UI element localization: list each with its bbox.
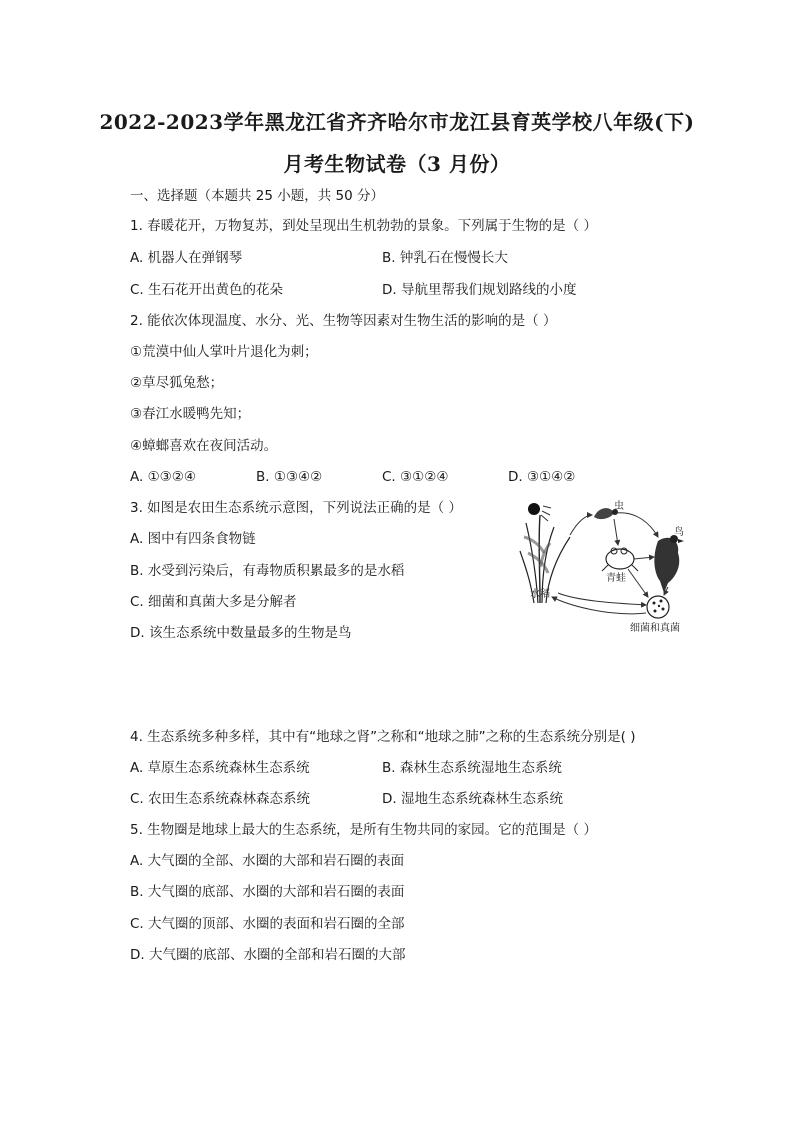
- question-stem: 3. 如图是农田生态系统示意图，下列说法正确的是（ ）: [130, 500, 462, 516]
- label-decomposer: 细菌和真菌: [630, 623, 680, 634]
- section-heading: 一、选择题（本题共 25 小题，共 50 分）: [130, 188, 385, 204]
- question-stem: 4. 生态系统多种多样，其中有“地球之肾”之称和“地球之肺”之称的生态系统分别是( ): [130, 729, 636, 745]
- label-bird: 鸟: [674, 527, 684, 538]
- question-stem: 2. 能依次体现温度、水分、光、生物等因素对生物生活的影响的是（ ）: [130, 313, 557, 329]
- statement-item: ④蟑螂喜欢在夜间活动。: [130, 438, 278, 454]
- statement-item: ②草尽狐兔愁；: [130, 375, 224, 391]
- option-c: C. 生石花开出黄色的花朵: [130, 282, 284, 298]
- option-a: A. ①③②④: [130, 469, 196, 485]
- option-b: B. 水受到污染后，有毒物质积累最多的是水稻: [130, 563, 405, 579]
- option-c: C. 农田生态系统森林森态系统: [130, 791, 311, 807]
- label-frog: 青蛙: [606, 573, 626, 584]
- option-d: D. ③①④②: [508, 469, 576, 485]
- option-a: A. 机器人在弹钢琴: [130, 250, 243, 266]
- option-d: D. 导航里帮我们规划路线的小度: [382, 282, 577, 298]
- option-b: B. ①③④②: [256, 469, 323, 485]
- option-c: C. 大气圈的顶部、水圈的表面和岩石圈的全部: [130, 916, 405, 932]
- label-insect: 虫: [614, 501, 624, 512]
- label-rice: 水稻: [530, 589, 550, 600]
- option-a: A. 图中有四条食物链: [130, 531, 256, 547]
- bird-icon: [654, 535, 684, 593]
- exam-title-line2: 月考生物试卷（3 月份）: [283, 152, 511, 176]
- option-b: B. 大气圈的底部、水圈的大部和岩石圈的表面: [130, 884, 405, 900]
- option-b: B. 钟乳石在慢慢长大: [382, 250, 508, 266]
- option-a: A. 大气圈的全部、水圈的大部和岩石圈的表面: [130, 853, 405, 869]
- statement-item: ①荒漠中仙人掌叶片退化为刺；: [130, 344, 318, 360]
- option-a: A. 草原生态系统森林生态系统: [130, 760, 310, 776]
- question-stem: 5. 生物圈是地球上最大的生态系统，是所有生物共同的家园。它的范围是（ ）: [130, 822, 597, 838]
- statement-item: ③春江水暖鸭先知；: [130, 406, 251, 422]
- option-c: C. ③①②④: [382, 469, 449, 485]
- exam-title-line1: 2022-2023学年黑龙江省齐齐哈尔市龙江县育英学校八年级(下): [99, 110, 695, 134]
- option-d: D. 该生态系统中数量最多的生物是鸟: [130, 625, 352, 641]
- option-c: C. 细菌和真菌大多是分解者: [130, 594, 297, 610]
- question-stem: 1. 春暖花开，万物复苏，到处呈现出生机勃勃的景象。下列属于生物的是（ ）: [130, 218, 597, 234]
- option-b: B. 森林生态系统湿地生态系统: [382, 760, 562, 776]
- bacteria-fungi-icon: [647, 596, 669, 618]
- option-d: D. 湿地生态系统森林生态系统: [382, 791, 563, 807]
- frog-icon: [602, 548, 638, 571]
- farmland-ecosystem-figure: [518, 493, 698, 635]
- option-d: D. 大气圈的底部、水圈的全部和岩石圈的大部: [130, 947, 406, 963]
